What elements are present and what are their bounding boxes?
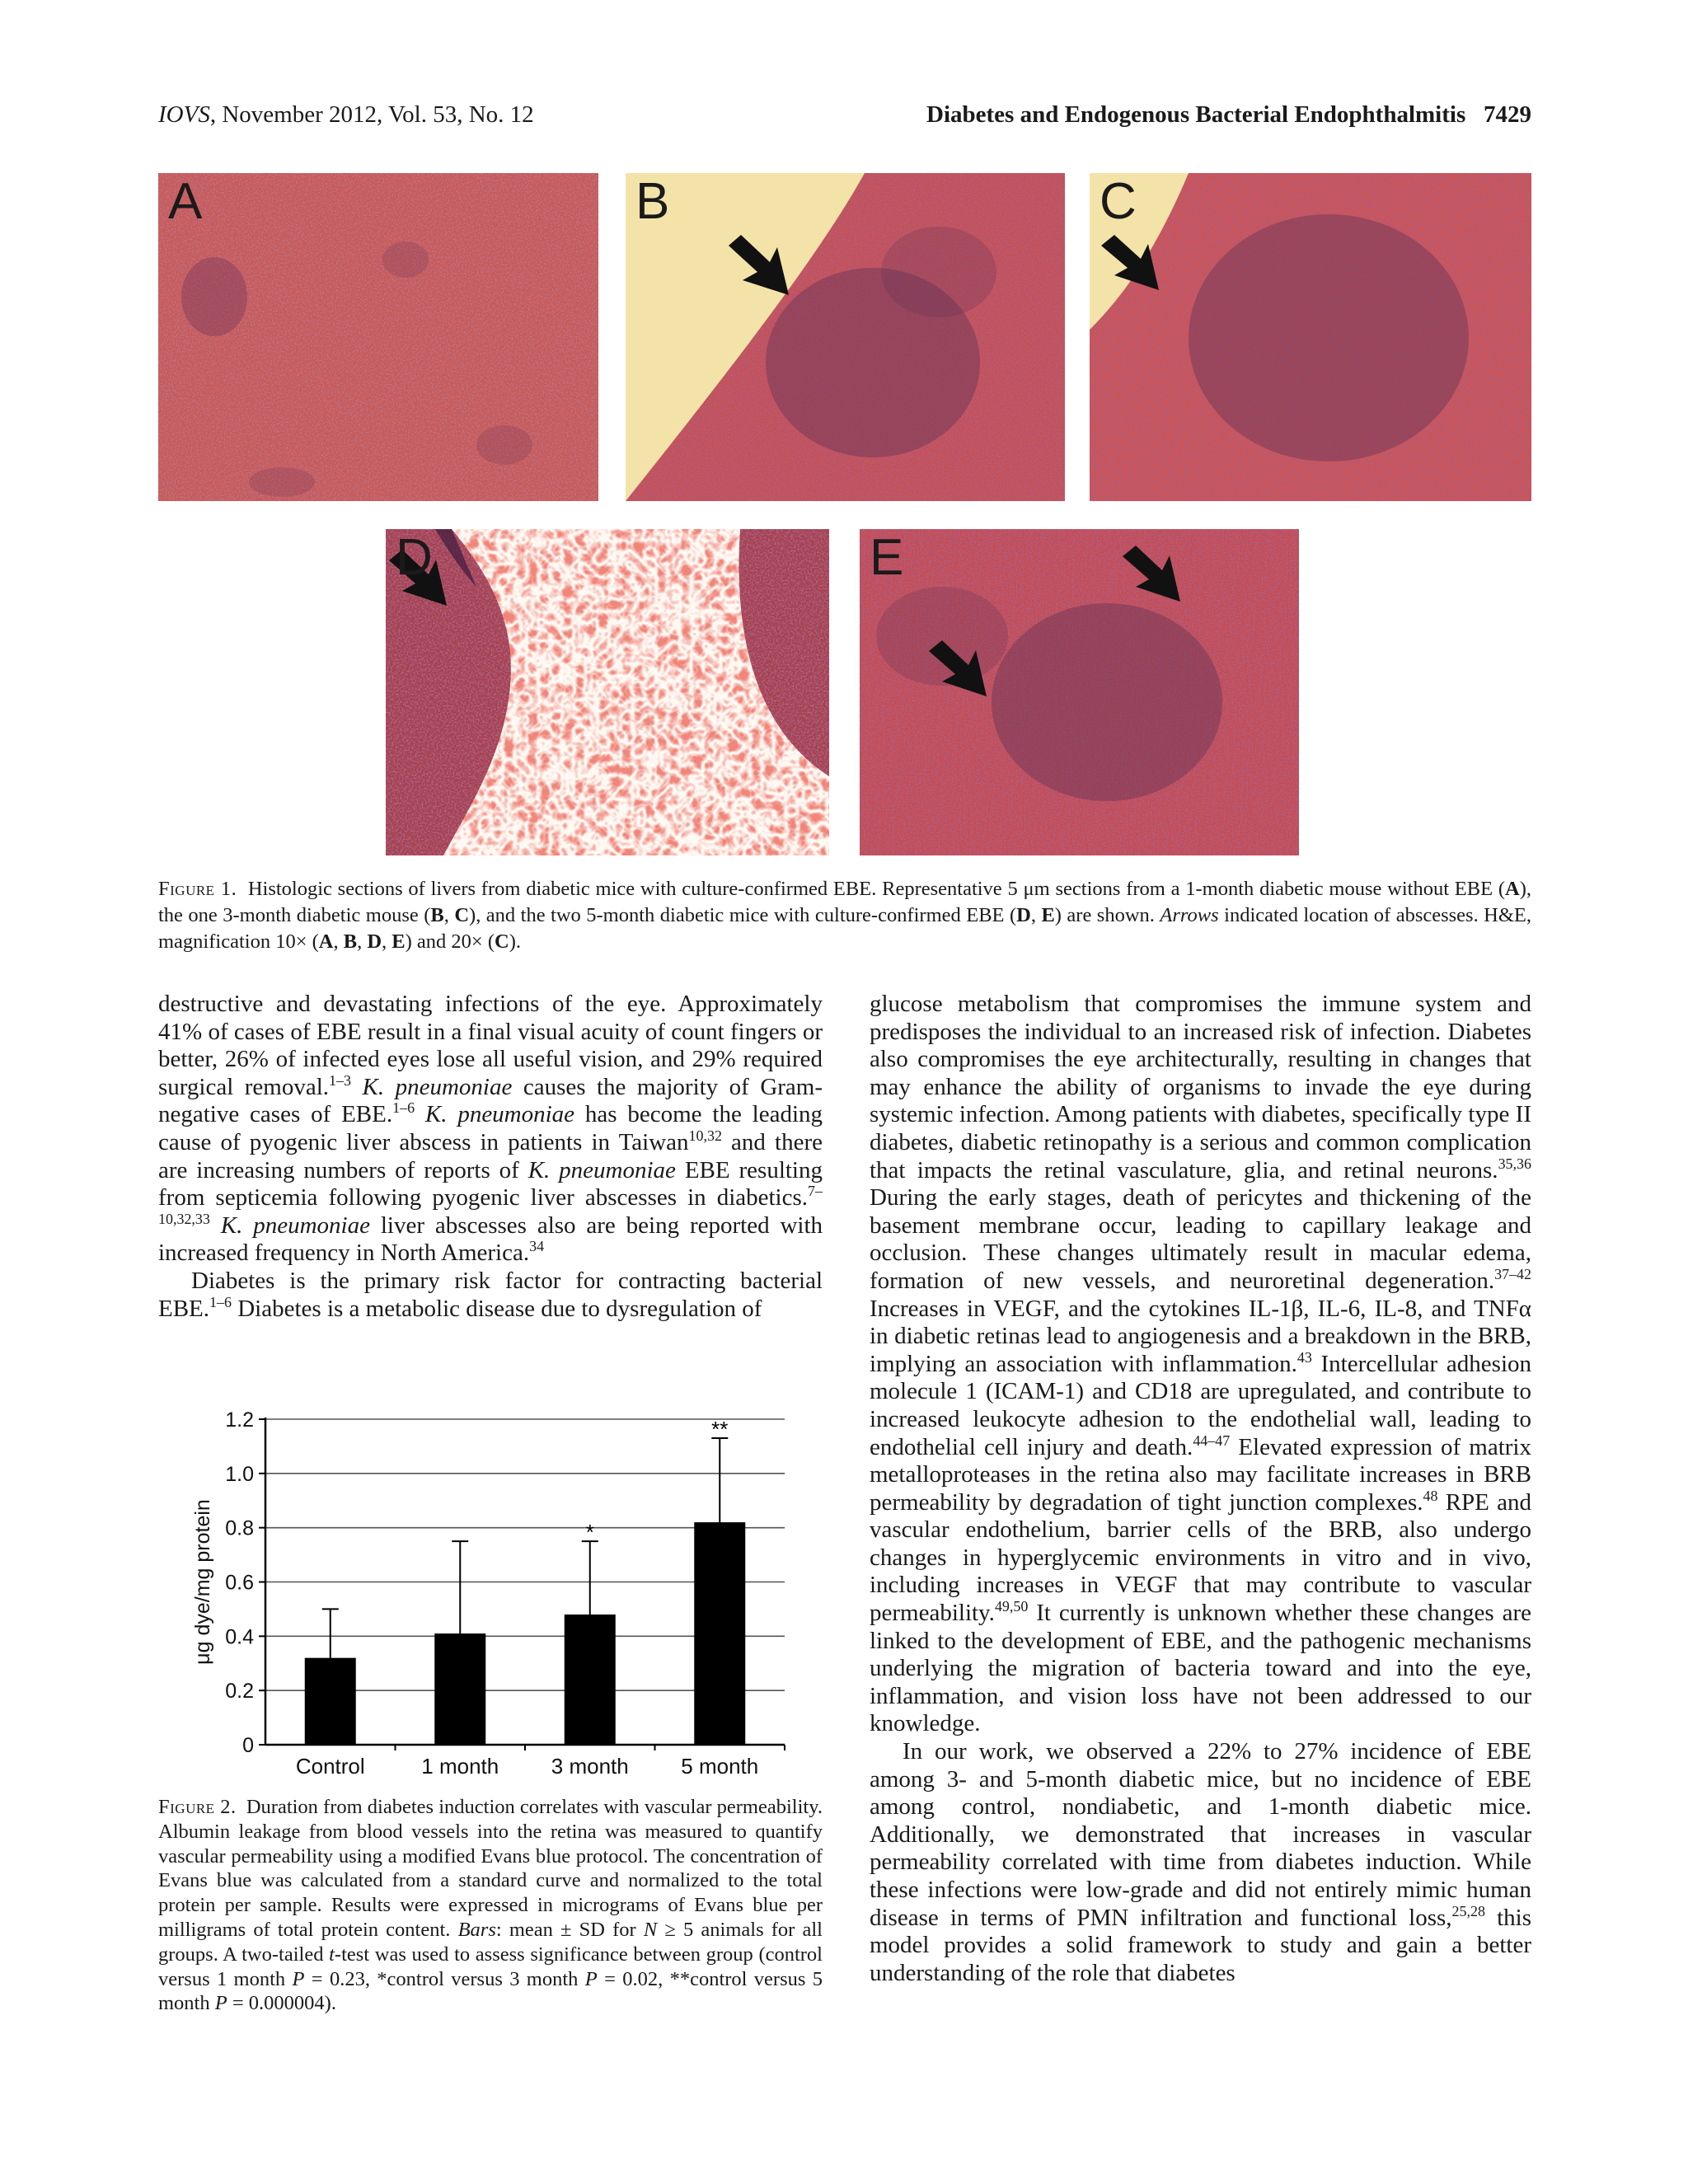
running-header-journal: IOVS, November 2012, Vol. 53, No. 12 [158, 101, 534, 128]
figure-1-caption: Figure 1. Histologic sections of livers from diabetic mice with culture-confirmed EBE. Representative 5 μm sections from a 1-month diabetic mouse without EBE (A), the one 3-month diabetic mouse (B, C), and the two 5-month diabetic mice with culture-confirmed EBE (D, E) are shown. Arrows indicated location of abscesses. H&E, magnification 10× (A, B, D, E) and 20× (C). [158, 878, 1532, 953]
micrograph-panel-d [386, 529, 829, 855]
x-tick-label: 3 month [551, 1754, 629, 1779]
figure-2-caption: Figure 2. Duration from diabetes induction correlates with vascular permeability. Albumin leakage from blood vessels into the retina was measured to quantify vascular permeability using a modified Evans blue protocol. The concentration of Evans blue was calculated from a standard curve and normalized to the total protein per sample. Results were expressed in micrograms of Evans blue per milligrams of total protein content. Bars: mean ± SD for N ≥ 5 animals for all groups. A two-tailed t-test was used to assess significance between group (control versus 1 month P = 0.23, *control versus 3 month P = 0.02, **control versus 5 month P = 0.000004). [158, 1796, 823, 2015]
significance-marker: ** [711, 1417, 729, 1442]
paragraph: Diabetes is the primary risk factor for contracting bacterial EBE.$^{1-6}$ Diabetes is a metabolic disease due to dysregulation of [158, 1267, 823, 1322]
bar [434, 1633, 485, 1745]
figure-2-chart [158, 1401, 823, 1788]
micrograph-panel-b [626, 173, 1065, 501]
bar-chart [158, 1401, 823, 1788]
paragraph: In our work, we observed a 22% to 27% incidence of EBE among 3- and 5-month diabetic mice, but no incidence of EBE among control, nondiabetic, and 1-month diabetic mice. Additionally, we demonstrated that increases in vascular permeability correlated with time from diabetes induction. While these infections were low-grade and did not entirely mimic human disease in terms of PMN infiltration and functional loss,$^{25,28}$ this model provides a solid framework to study and gain a better understanding of the role that diabetes [870, 1738, 1532, 1986]
panel-label-a: A [168, 173, 203, 230]
y-tick-label: 0 [242, 1734, 254, 1757]
micrograph-panel-a [158, 173, 598, 501]
panel-label-b: B [635, 173, 670, 230]
y-axis-label: μg dye/mg protein [191, 1499, 214, 1665]
y-tick-label: 1.0 [225, 1462, 254, 1486]
x-tick-label: 5 month [681, 1754, 759, 1779]
paragraph: glucose metabolism that compromises the immune system and predisposes the individual to an increased risk of infection. Diabetes also compromises the eye architecturally, resulting in changes that may enhance the ability of organisms to invade the eye during systemic infection. Among patients with diabetes, specifically type II diabetes, diabetic retinopathy is a serious and common complication that impacts the retinal vasculature, glia, and retinal neurons.$^{35,36}$ During the early stages, death of pericytes and thickening of the basement membrane occur, leading to capillary leakage and occlusion. These changes ultimately result in macular edema, formation of new vessels, and neuroretinal degeneration.$^{37-42}$ Increases in VEGF, and the cytokines IL-1β, IL-6, IL-8, and TNFα in diabetic retinas lead to angiogenesis and a breakdown in the BRB, implying an association with inflammation.$^{43}$ Intercellular adhesion molecule 1 (ICAM-1) and CD18 are upregulated, and contribute to increased leukocyte adhesion to the endothelial wall, leading to endothelial cell injury and death.$^{44-47}$ Elevated expression of matrix metalloproteases in the retina also may facilitate increases in BRB permeability by degradation of tight junction complexes.$^{48}$ RPE and vascular endothelium, barrier cells of the BRB, also undergo changes in hyperglycemic environments in vitro and in vivo, including increases in VEGF that may contribute to vascular permeability.$^{49,50}$ It currently is unknown whether these changes are linked to the development of EBE, and the pathogenic mechanisms underlying the migration of bacteria toward and into the eye, inflammation, and vision loss have not been addressed to our knowledge. [870, 991, 1531, 1737]
paragraph: destructive and devastating infections of the eye. Approximately 41% of cases of EBE result in a final visual acuity of count fingers or better, 26% of infected eyes lose all useful vision, and 29% required surgical removal.$^{1-3}$ K. pneumoniae causes the majority of Gram-negative cases of EBE.$^{1-6}$ K. pneumoniae has become the leading cause of pyogenic liver abscess in patients in Taiwan$^{10,32}$ and there are increasing numbers of reports of K. pneumoniae EBE resulting from septicemia following pyogenic liver abscesses in diabetics.$^{7-10,32,33}$ K. pneumoniae liver abscesses also are being reported with increased frequency in North America.$^{34}$ [158, 991, 823, 1267]
bar [694, 1522, 745, 1745]
panel-label-c: C [1100, 173, 1137, 230]
body-column-right [870, 991, 1531, 1987]
micrograph-panel-e [860, 529, 1299, 855]
panel-label-e: E [870, 529, 904, 586]
y-tick-label: 0.8 [225, 1516, 254, 1540]
x-tick-label: Control [295, 1754, 365, 1779]
bar [305, 1658, 356, 1745]
y-tick-label: 0.2 [225, 1680, 254, 1704]
y-tick-label: 0.4 [225, 1625, 254, 1649]
panel-label-d: D [396, 529, 433, 586]
y-tick-label: 1.2 [225, 1408, 254, 1432]
micrograph-panel-c [1090, 173, 1531, 501]
significance-marker: * [585, 1520, 594, 1545]
y-tick-label: 0.6 [225, 1571, 254, 1595]
running-header-title: Diabetes and Endogenous Bacterial Endophthalmitis 7429 [926, 101, 1531, 128]
x-tick-label: 1 month [421, 1754, 499, 1779]
body-column-left [158, 991, 823, 1323]
bar [565, 1615, 616, 1745]
